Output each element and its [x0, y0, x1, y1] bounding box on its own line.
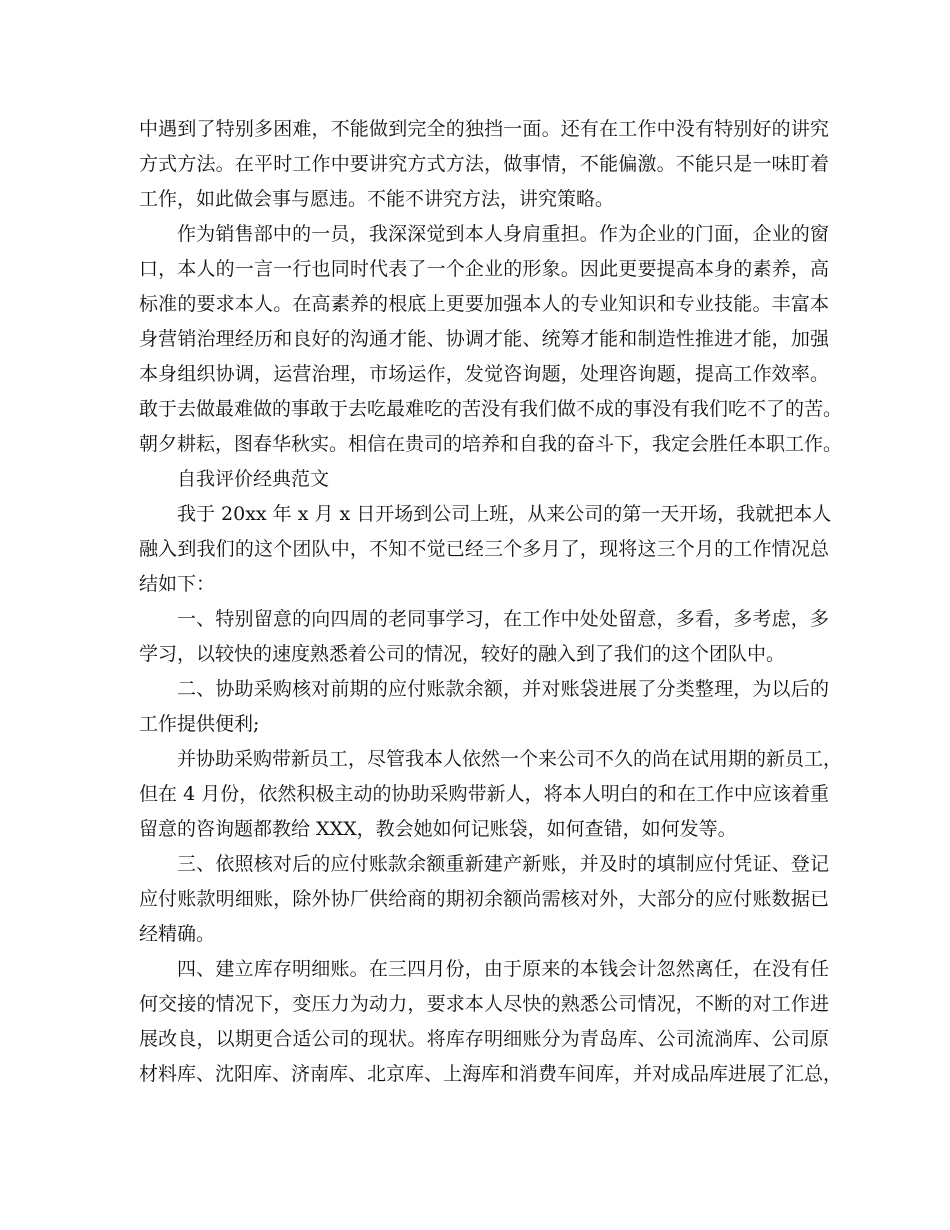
- text-line: 展改良，以期更合适公司的现状。将库存明细账分为青岛库、公司流淌库、公司原: [139, 1028, 829, 1050]
- text-line: 并协助采购带新员工，尽管我本人依然一个来公司不久的尚在试用期的新员工，: [177, 748, 843, 770]
- text-line: 一、特别留意的向四周的老同事学习，在工作中处处留意，多看，多考虑，多: [177, 608, 829, 630]
- text-line: 留意的咨询题都教给 XXX，教会她如何记账袋，如何查错，如何发等。: [139, 818, 737, 840]
- text-line: 敢于去做最难做的事敢于去吃最难吃的苦没有我们做不成的事没有我们吃不了的苦。: [139, 398, 843, 420]
- text-line: 方式方法。在平时工作中要讲究方式方法，做事情，不能偏激。不能只是一味盯着: [139, 153, 829, 175]
- text-line: 学习，以较快的速度熟悉着公司的情况，较好的融入到了我们的这个团队中。: [139, 643, 786, 665]
- text-line: 工作提供便利;: [139, 713, 260, 735]
- document-body: [139, 112, 843, 1092]
- text-line: 朝夕耕耘，图春华秋实。相信在贵司的培养和自我的奋斗下，我定会胜任本职工作。: [139, 433, 843, 455]
- text-line: 我于 20xx 年 x 月 x 日开场到公司上班，从来公司的第一天开场，我就把本人: [177, 503, 832, 525]
- text-line: 材料库、沈阳库、济南库、北京库、上海库和消费车间库，并对成品库进展了汇总，: [139, 1063, 843, 1085]
- text-line: 自我评价经典范文: [177, 468, 330, 490]
- text-line: 作为销售部中的一员，我深深觉到本人身肩重担。作为企业的门面，企业的窗: [177, 223, 829, 245]
- text-line: 身营销治理经历和良好的沟通才能、协调才能、统筹才能和制造性推进才能，加强: [139, 328, 829, 350]
- text-line: 结如下：: [139, 573, 216, 595]
- text-line: 二、协助采购核对前期的应付账款余额，并对账袋进展了分类整理，为以后的: [177, 678, 829, 700]
- text-line: 工作，如此做会事与愿违。不能不讲究方法，讲究策略。: [139, 188, 615, 210]
- text-line: 应付账款明细账，除外协厂供给商的期初余额尚需核对外，大部分的应付账数据已: [139, 888, 829, 910]
- text-line: 但在 4 月份，依然积极主动的协助采购带新人，将本人明白的和在工作中应该着重: [139, 783, 829, 805]
- text-line: 经精确。: [139, 923, 216, 945]
- text-line: 标准的要求本人。在高素养的根底上更要加强本人的专业知识和专业技能。丰富本: [139, 293, 829, 315]
- text-line: 中遇到了特别多困难，不能做到完全的独挡一面。还有在工作中没有特别好的讲究: [139, 118, 829, 140]
- text-line: 何交接的情况下，变压力为动力，要求本人尽快的熟悉公司情况，不断的对工作进: [139, 993, 829, 1015]
- text-line: 本身组织协调，运营治理，市场运作，发觉咨询题，处理咨询题，提高工作效率。: [139, 363, 829, 385]
- text-line: 融入到我们的这个团队中，不知不觉已经三个多月了，现将这三个月的工作情况总: [139, 538, 829, 560]
- text-line: 口，本人的一言一行也同时代表了一个企业的形象。因此更要提高本身的素养，高: [139, 258, 829, 280]
- text-line: 四、建立库存明细账。在三四月份，由于原来的本钱会计忽然离任，在没有任: [177, 958, 829, 980]
- text-line: 三、依照核对后的应付账款余额重新建产新账，并及时的填制应付凭证、登记: [177, 853, 829, 875]
